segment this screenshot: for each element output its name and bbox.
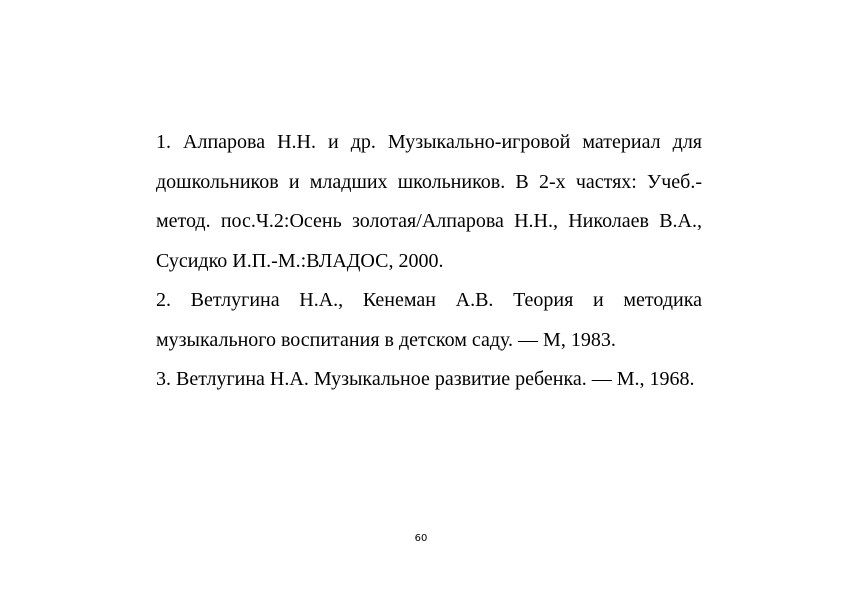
reference-item: 3. Ветлугина Н.А. Музыкальное развитие ребенка. — М., 1968. (156, 368, 695, 390)
reference-item: 1. Алпарова Н.Н. и др. Музыкально-игровой материал для дошкольников и младших школьников. В 2-х частях: Учеб.-метод. пос.Ч.2:Осень золотая/Алпарова Н.Н., Николаев В.А., Сусидко И.П.-М.:ВЛАДОС, 2000. (156, 131, 702, 272)
page-number: 60 (414, 533, 428, 544)
reference-item: 2. Ветлугина Н.А., Кенеман А.В. Теория и методика музыкального воспитания в детском саду. — М, 1983. (156, 289, 702, 351)
reference-list (156, 123, 702, 400)
